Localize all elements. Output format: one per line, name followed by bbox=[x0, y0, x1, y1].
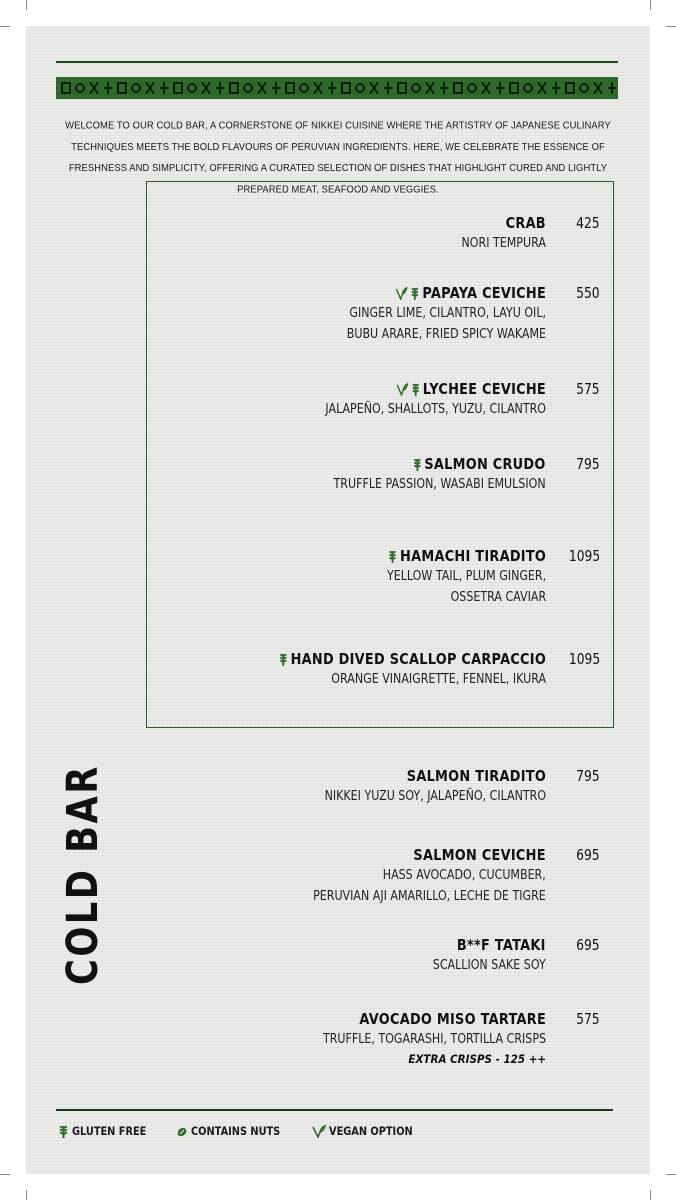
menu-item-price: 795 bbox=[576, 767, 600, 785]
menu-item-description: NIKKEI YUZU SOY, JALAPEÑO, CILANTRO bbox=[324, 788, 546, 804]
menu-item-name bbox=[428, 935, 546, 955]
menu-item bbox=[235, 649, 546, 690]
menu-item-description: JALAPEÑO, SHALLOTS, YUZU, CILANTRO bbox=[325, 401, 546, 417]
menu-item-name bbox=[314, 766, 546, 786]
menu-item-price: 425 bbox=[576, 214, 600, 232]
crop-mark bbox=[666, 26, 676, 27]
gluten-free-icon bbox=[58, 1125, 69, 1139]
legend-vegan-option-label: VEGAN OPTION bbox=[329, 1124, 413, 1138]
crop-mark bbox=[650, 1190, 651, 1200]
menu-item-description: TRUFFLE PASSION, WASABI EMULSION bbox=[333, 476, 546, 492]
menu-item-extra: EXTRA CRISPS - 125 ++ bbox=[408, 1052, 546, 1066]
legend-gluten-free bbox=[58, 1124, 159, 1139]
decorative-pattern-band bbox=[56, 77, 618, 99]
menu-item-price: 695 bbox=[576, 936, 600, 954]
crop-mark bbox=[26, 0, 27, 10]
menu-item bbox=[408, 935, 546, 976]
intro-text: WELCOME TO OUR COLD BAR, A CORNERSTONE OF NIKKEI CUISINE WHERE THE ARTISTRY OF JAPANESE CULINARY TECHNIQUES MEETS THE BOLD FLAVOURS OF PERUVIAN INGREDIENTS. HERE, WE CELEBRATE THE ESSENCE OF FRESHNESS AND SIMPLICITY, OFFERING A CURATED SELECTION OF DISHES THAT HIGHLIGHT CURED AND LIGHTLY PREPARED MEAT, SEAFOOD AND VEGGIES. bbox=[65, 118, 611, 195]
menu-item-description: TRUFFLE, TOGARASHI, TORTILLA CRISPS bbox=[322, 1031, 546, 1047]
crop-mark bbox=[0, 1174, 10, 1175]
gluten-free-icon bbox=[278, 653, 287, 667]
menu-item bbox=[287, 454, 546, 495]
menu-item-name-text: SALMON CRUDO bbox=[424, 455, 546, 473]
crop-mark bbox=[26, 1190, 27, 1200]
menu-item-price: 1095 bbox=[568, 547, 600, 565]
legend-contains-nuts bbox=[176, 1124, 296, 1138]
crop-mark bbox=[666, 1174, 676, 1175]
menu-item bbox=[352, 546, 546, 608]
gluten-free-icon bbox=[388, 550, 397, 564]
menu-item-description: OSSETRA CAVIAR bbox=[450, 589, 546, 605]
gluten-free-icon bbox=[413, 458, 422, 472]
menu-item-description: NORI TEMPURA bbox=[461, 235, 546, 251]
menu-item-name-text: CRAB bbox=[505, 214, 546, 232]
section-title-text: COLD BAR bbox=[58, 764, 108, 985]
menu-item-name-text: B**F TATAKI bbox=[457, 936, 546, 954]
section-title bbox=[58, 716, 108, 985]
gluten-free-icon bbox=[411, 383, 420, 397]
menu-item-name bbox=[324, 454, 546, 474]
legend-contains-nuts-label: CONTAINS NUTS bbox=[191, 1124, 281, 1138]
crop-mark bbox=[650, 0, 651, 10]
menu-item-price: 795 bbox=[576, 455, 600, 473]
nut-icon bbox=[176, 1126, 188, 1138]
legend-gluten-free-label: GLUTEN FREE bbox=[72, 1124, 147, 1138]
menu-item-name bbox=[312, 1009, 546, 1029]
vegan-icon bbox=[396, 287, 408, 300]
menu-item bbox=[443, 213, 546, 254]
top-divider bbox=[56, 61, 618, 63]
menu-item-price: 550 bbox=[576, 284, 600, 302]
menu-item-name bbox=[315, 379, 546, 399]
menu-item-description: HASS AVOCADO, CUCUMBER, bbox=[382, 867, 546, 883]
menu-item-name bbox=[302, 845, 546, 865]
vegan-icon bbox=[396, 383, 408, 396]
menu-item-description: ORANGE VINAIGRETTE, FENNEL, IKURA bbox=[331, 671, 546, 687]
menu-item-name-text: PAPAYA CEVICHE bbox=[422, 284, 546, 302]
menu-item-name bbox=[337, 283, 546, 303]
menu-item-price: 575 bbox=[576, 380, 600, 398]
menu-item-name-text: HAND DIVED SCALLOP CARPACCIO bbox=[290, 650, 546, 668]
menu-item-name bbox=[379, 546, 546, 566]
menu-item-name-text: SALMON TIRADITO bbox=[406, 767, 546, 785]
menu-item-price: 695 bbox=[576, 846, 600, 864]
menu-item bbox=[277, 379, 546, 420]
menu-item-name-text: LYCHEE CEVICHE bbox=[422, 380, 546, 398]
menu-item-price: 575 bbox=[576, 1010, 600, 1028]
menu-item bbox=[262, 845, 546, 907]
menu-item bbox=[276, 766, 546, 807]
vegan-icon bbox=[312, 1125, 326, 1138]
menu-item bbox=[274, 1009, 546, 1068]
menu-item-name-text: AVOCADO MISO TARTARE bbox=[359, 1010, 546, 1028]
menu-item-price: 1095 bbox=[568, 650, 600, 668]
menu-item-description: YELLOW TAIL, PLUM GINGER, bbox=[386, 568, 546, 584]
legend-vegan-option bbox=[312, 1124, 427, 1138]
menu-item-description: GINGER LIME, CILANTRO, LAYU OIL, bbox=[349, 305, 546, 321]
menu-item-name-text: SALMON CEVICHE bbox=[413, 846, 546, 864]
menu-item-name bbox=[458, 213, 546, 233]
menu-item-description: PERUVIAN AJI AMARILLO, LECHE DE TIGRE bbox=[313, 888, 546, 904]
menu-item-name-text: HAMACHI TIRADITO bbox=[399, 547, 546, 565]
menu-item-description: BUBU ARARE, FRIED SPICY WAKAME bbox=[346, 326, 546, 342]
gluten-free-icon bbox=[410, 287, 419, 301]
menu-item-description: SCALLION SAKE SOY bbox=[433, 957, 546, 973]
bottom-divider bbox=[56, 1109, 613, 1111]
crop-mark bbox=[0, 26, 10, 27]
menu-item-name bbox=[278, 649, 546, 669]
menu-item bbox=[303, 283, 546, 345]
